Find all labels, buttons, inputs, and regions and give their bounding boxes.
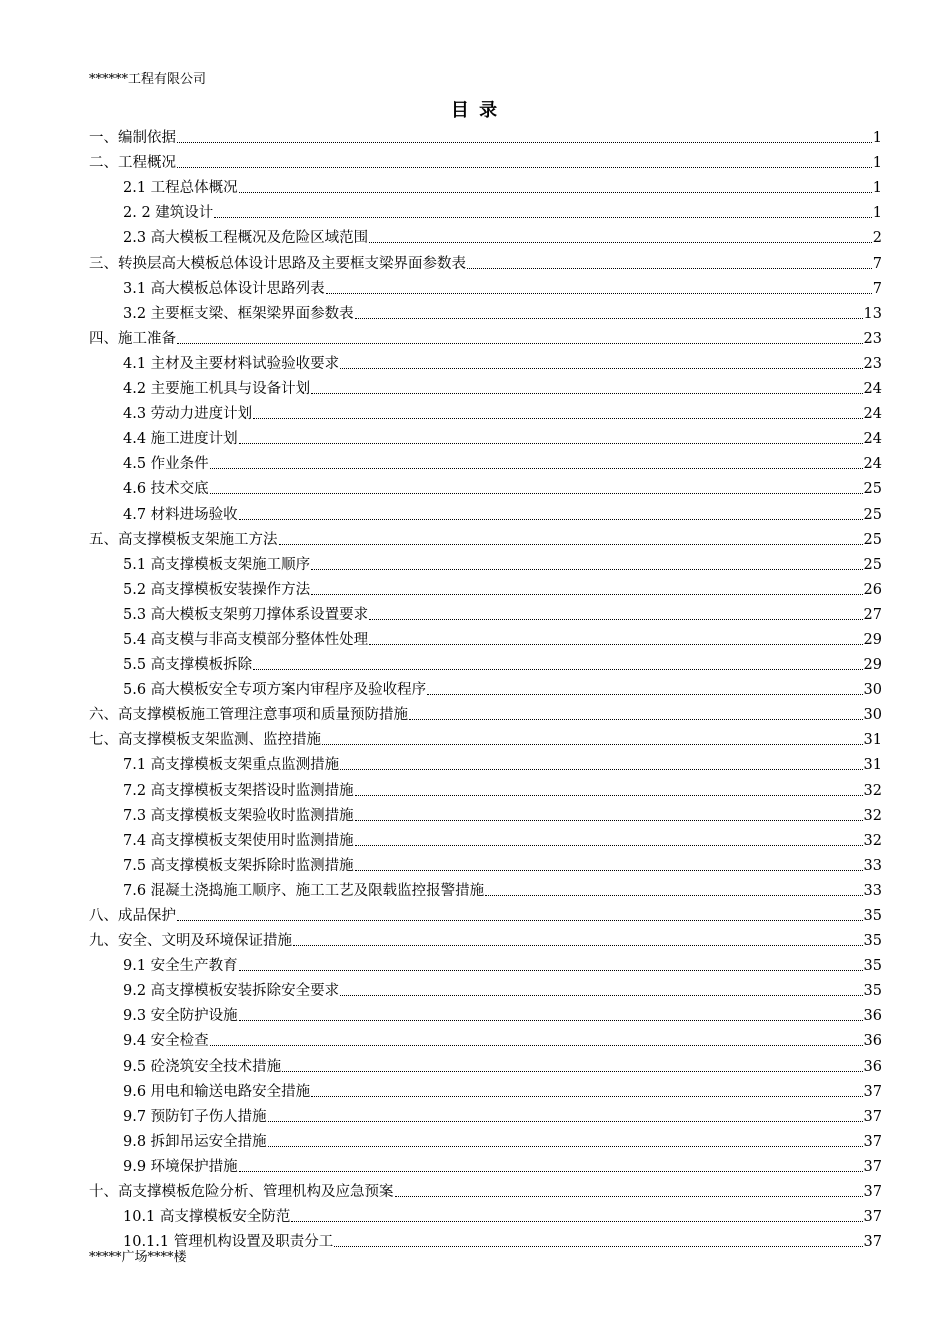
toc-entry-page-number: 35 [863, 908, 882, 924]
toc-entry-label: 5.5 高支撑模板拆除 [123, 657, 253, 674]
toc-entry-label: 9.3 安全防护设施 [123, 1008, 238, 1025]
toc-dot-leader [210, 1045, 863, 1046]
toc-dot-leader [177, 167, 872, 168]
toc-entry[interactable] [89, 724, 882, 749]
toc-entry-label: 7.2 高支撑模板支架搭设时监测措施 [123, 782, 354, 799]
toc-entry[interactable] [89, 423, 882, 448]
toc-entry[interactable] [89, 197, 882, 222]
toc-entry[interactable] [89, 649, 882, 674]
toc-entry[interactable] [89, 323, 882, 348]
toc-entry[interactable] [89, 247, 882, 272]
toc-entry-page-number: 30 [863, 707, 882, 724]
toc-entry[interactable] [89, 950, 882, 975]
toc-dot-leader [239, 443, 863, 444]
toc-entry[interactable] [89, 749, 882, 774]
toc-entry-page-number: 7 [872, 255, 882, 272]
toc-dot-leader [239, 519, 863, 520]
toc-dot-leader [326, 293, 872, 294]
toc-entry[interactable] [89, 624, 882, 649]
toc-entry-page-number: 31 [863, 732, 882, 749]
toc-entry-label: 5.6 高大模板安全专项方案内审程序及验收程序 [123, 682, 427, 699]
toc-dot-leader [214, 217, 871, 218]
toc-entry-label: 7.1 高支撑模板支架重点监测措施 [123, 757, 340, 774]
toc-entry[interactable] [89, 549, 882, 574]
toc-dot-leader [369, 644, 862, 645]
toc-entry[interactable] [89, 850, 882, 875]
toc-dot-leader [355, 845, 863, 846]
toc-entry[interactable] [89, 524, 882, 549]
toc-entry[interactable] [89, 373, 882, 398]
toc-entry-page-number: 33 [863, 882, 882, 899]
toc-entry-page-number: 7 [872, 280, 882, 297]
toc-entry-label: 4.7 材料进场验收 [123, 506, 238, 523]
toc-dot-leader [311, 594, 862, 595]
toc-dot-leader [311, 1096, 862, 1097]
toc-entry-label: 5.1 高支撑模板支架施工顺序 [123, 556, 311, 573]
toc-entry-label: 2.1 工程总体概况 [123, 180, 238, 197]
toc-entry-label: 3.2 主要框支梁、框架梁界面参数表 [123, 305, 354, 322]
toc-dot-leader [355, 870, 863, 871]
toc-entry-page-number: 33 [863, 857, 882, 874]
toc-entry-page-number: 23 [863, 330, 882, 347]
toc-entry-label: 一、编制依据 [89, 130, 176, 147]
toc-entry-page-number: 29 [863, 631, 882, 648]
toc-entry-page-number: 31 [863, 757, 882, 774]
toc-entry-page-number: 32 [863, 832, 882, 849]
toc-entry-label: 9.1 安全生产教育 [123, 958, 238, 975]
toc-dot-leader [355, 318, 863, 319]
toc-entry[interactable] [89, 574, 882, 599]
toc-dot-leader [467, 268, 872, 269]
toc-entry[interactable] [89, 1201, 882, 1226]
toc-entry-label: 十、高支撑模板危险分析、管理机构及应急预案 [89, 1184, 394, 1201]
toc-entry-label: 2. 2 建筑设计 [123, 205, 214, 222]
toc-dot-leader [282, 1071, 862, 1072]
toc-entry[interactable] [89, 273, 882, 298]
toc-entry[interactable] [89, 348, 882, 373]
toc-entry-label: 三、转换层高大模板总体设计思路及主要框支梁界面参数表 [89, 255, 466, 272]
toc-dot-leader [311, 393, 862, 394]
toc-entry-page-number: 25 [863, 481, 882, 498]
toc-entry-label: 四、施工准备 [89, 330, 176, 347]
toc-dot-leader [334, 1246, 862, 1247]
toc-entry-page-number: 30 [863, 682, 882, 699]
toc-entry-label: 9.6 用电和输送电路安全措施 [123, 1083, 311, 1100]
toc-entry-page-number: 35 [863, 958, 882, 975]
toc-dot-leader [210, 468, 863, 469]
toc-dot-leader [268, 1146, 863, 1147]
toc-entry[interactable] [89, 774, 882, 799]
toc-entry-page-number: 32 [863, 807, 882, 824]
toc-entry-page-number: 35 [863, 933, 882, 950]
toc-dot-leader [485, 895, 862, 896]
toc-dot-leader [210, 493, 863, 494]
table-of-contents [89, 122, 882, 1251]
toc-dot-leader [239, 970, 863, 971]
toc-entry-label: 5.3 高大模板支架剪刀撑体系设置要求 [123, 606, 369, 623]
toc-dot-leader [340, 769, 862, 770]
toc-dot-leader [239, 1171, 863, 1172]
toc-dot-leader [340, 995, 862, 996]
toc-entry-label: 9.5 砼浇筑安全技术措施 [123, 1058, 282, 1075]
toc-entry-page-number: 37 [863, 1209, 882, 1226]
toc-entry[interactable] [89, 599, 882, 624]
toc-entry[interactable] [89, 1101, 882, 1126]
toc-entry-label: 3.1 高大模板总体设计思路列表 [123, 280, 325, 297]
toc-entry[interactable] [89, 147, 882, 172]
toc-dot-leader [253, 669, 862, 670]
toc-entry-label: 4.6 技术交底 [123, 481, 209, 498]
toc-entry[interactable] [89, 699, 882, 724]
toc-dot-leader [177, 920, 863, 921]
toc-entry-label: 九、安全、文明及环境保证措施 [89, 933, 292, 950]
toc-entry-page-number: 27 [863, 606, 882, 623]
toc-dot-leader [322, 744, 863, 745]
toc-entry[interactable] [89, 473, 882, 498]
toc-dot-leader [427, 694, 862, 695]
toc-entry-label: 二、工程概况 [89, 155, 176, 172]
toc-entry-page-number: 24 [863, 406, 882, 423]
toc-entry-label: 4.1 主材及主要材料试验验收要求 [123, 355, 340, 372]
toc-entry-label: 9.2 高支撑模板安装拆除安全要求 [123, 983, 340, 1000]
toc-entry[interactable] [89, 398, 882, 423]
toc-entry-page-number: 37 [863, 1234, 882, 1251]
toc-entry[interactable] [89, 1076, 882, 1101]
toc-entry[interactable] [89, 825, 882, 850]
toc-entry-page-number: 37 [863, 1158, 882, 1175]
toc-entry-label: 5.2 高支撑模板安装操作方法 [123, 581, 311, 598]
toc-entry-label: 7.4 高支撑模板支架使用时监测措施 [123, 832, 354, 849]
toc-entry-page-number: 1 [872, 130, 882, 147]
toc-dot-leader [239, 1020, 863, 1021]
toc-dot-leader [239, 192, 872, 193]
toc-entry-label: 5.4 高支模与非高支模部分整体性处理 [123, 631, 369, 648]
toc-entry-page-number: 25 [863, 531, 882, 548]
toc-entry-label: 7.3 高支撑模板支架验收时监测措施 [123, 807, 354, 824]
toc-entry-page-number: 36 [863, 1058, 882, 1075]
toc-entry[interactable] [89, 448, 882, 473]
toc-entry[interactable] [89, 122, 882, 147]
toc-entry[interactable] [89, 222, 882, 247]
toc-dot-leader [355, 795, 863, 796]
toc-dot-leader [369, 242, 872, 243]
toc-dot-leader [253, 418, 862, 419]
toc-entry-label: 9.8 拆卸吊运安全措施 [123, 1133, 267, 1150]
toc-entry-page-number: 36 [863, 1008, 882, 1025]
toc-entry-label: 五、高支撑模板支架施工方法 [89, 531, 278, 548]
toc-entry-page-number: 25 [863, 506, 882, 523]
toc-entry-page-number: 29 [863, 657, 882, 674]
toc-entry-label: 八、成品保护 [89, 908, 176, 924]
toc-entry[interactable] [89, 1126, 882, 1151]
toc-entry[interactable] [89, 975, 882, 1000]
toc-entry-page-number: 26 [863, 581, 882, 598]
toc-entry-label: 7.6 混凝土浇捣施工顺序、施工工艺及限载监控报警措施 [123, 882, 485, 899]
toc-entry-label: 4.2 主要施工机具与设备计划 [123, 381, 311, 398]
toc-title: 目 录 [450, 100, 500, 121]
toc-entry-page-number: 1 [872, 155, 882, 172]
toc-entry-page-number: 37 [863, 1083, 882, 1100]
toc-entry-page-number: 23 [863, 355, 882, 372]
toc-entry-label: 七、高支撑模板支架监测、监控措施 [89, 732, 321, 749]
toc-entry-label: 9.7 预防钉子伤人措施 [123, 1108, 267, 1125]
toc-entry[interactable] [89, 498, 882, 523]
toc-dot-leader [409, 719, 863, 720]
toc-entry-label: 六、高支撑模板施工管理注意事项和质量预防措施 [89, 707, 408, 724]
toc-entry-page-number: 37 [863, 1108, 882, 1125]
toc-entry-page-number: 13 [863, 305, 882, 322]
toc-entry[interactable] [89, 900, 882, 925]
toc-dot-leader [355, 820, 863, 821]
toc-dot-leader [293, 945, 863, 946]
toc-entry[interactable] [89, 875, 882, 900]
toc-entry-page-number: 25 [863, 556, 882, 573]
toc-dot-leader [340, 368, 862, 369]
toc-entry-page-number: 2 [872, 230, 882, 247]
toc-entry-label: 2.3 高大模板工程概况及危险区域范围 [123, 230, 369, 247]
toc-entry[interactable] [89, 800, 882, 825]
page-footer-project: *****广场****楼 [89, 1250, 187, 1265]
toc-entry-page-number: 24 [863, 431, 882, 448]
toc-dot-leader [279, 544, 863, 545]
toc-entry-label: 9.9 环境保护措施 [123, 1158, 238, 1175]
toc-entry-page-number: 1 [872, 205, 882, 222]
toc-entry[interactable] [89, 1050, 882, 1075]
toc-dot-leader [268, 1121, 863, 1122]
toc-entry-label: 7.5 高支撑模板支架拆除时监测措施 [123, 857, 354, 874]
toc-entry-page-number: 36 [863, 1033, 882, 1050]
page-header-company: ******工程有限公司 [89, 72, 207, 87]
toc-entry-label: 4.4 施工进度计划 [123, 431, 238, 448]
toc-entry[interactable] [89, 1151, 882, 1176]
toc-entry-label: 10.1.1 管理机构设置及职责分工 [123, 1234, 334, 1251]
toc-dot-leader [291, 1221, 862, 1222]
toc-entry[interactable] [89, 298, 882, 323]
toc-entry[interactable] [89, 1176, 882, 1201]
toc-entry-page-number: 35 [863, 983, 882, 1000]
toc-entry-label: 10.1 高支撑模板安全防范 [123, 1209, 291, 1226]
toc-dot-leader [395, 1196, 863, 1197]
toc-entry[interactable] [89, 1226, 882, 1251]
toc-dot-leader [177, 343, 863, 344]
toc-entry-page-number: 24 [863, 456, 882, 473]
toc-entry[interactable] [89, 1000, 882, 1025]
toc-entry-page-number: 24 [863, 381, 882, 398]
toc-entry-page-number: 32 [863, 782, 882, 799]
toc-entry-page-number: 1 [872, 180, 882, 197]
toc-entry[interactable] [89, 172, 882, 197]
toc-entry[interactable] [89, 925, 882, 950]
toc-entry-label: 9.4 安全检查 [123, 1033, 209, 1050]
toc-entry[interactable] [89, 1025, 882, 1050]
toc-entry-label: 4.5 作业条件 [123, 456, 209, 473]
toc-entry-page-number: 37 [863, 1184, 882, 1201]
toc-dot-leader [177, 142, 872, 143]
toc-entry-label: 4.3 劳动力进度计划 [123, 406, 253, 423]
toc-dot-leader [369, 619, 862, 620]
toc-entry-page-number: 37 [863, 1133, 882, 1150]
toc-dot-leader [311, 569, 862, 570]
toc-entry[interactable] [89, 674, 882, 699]
